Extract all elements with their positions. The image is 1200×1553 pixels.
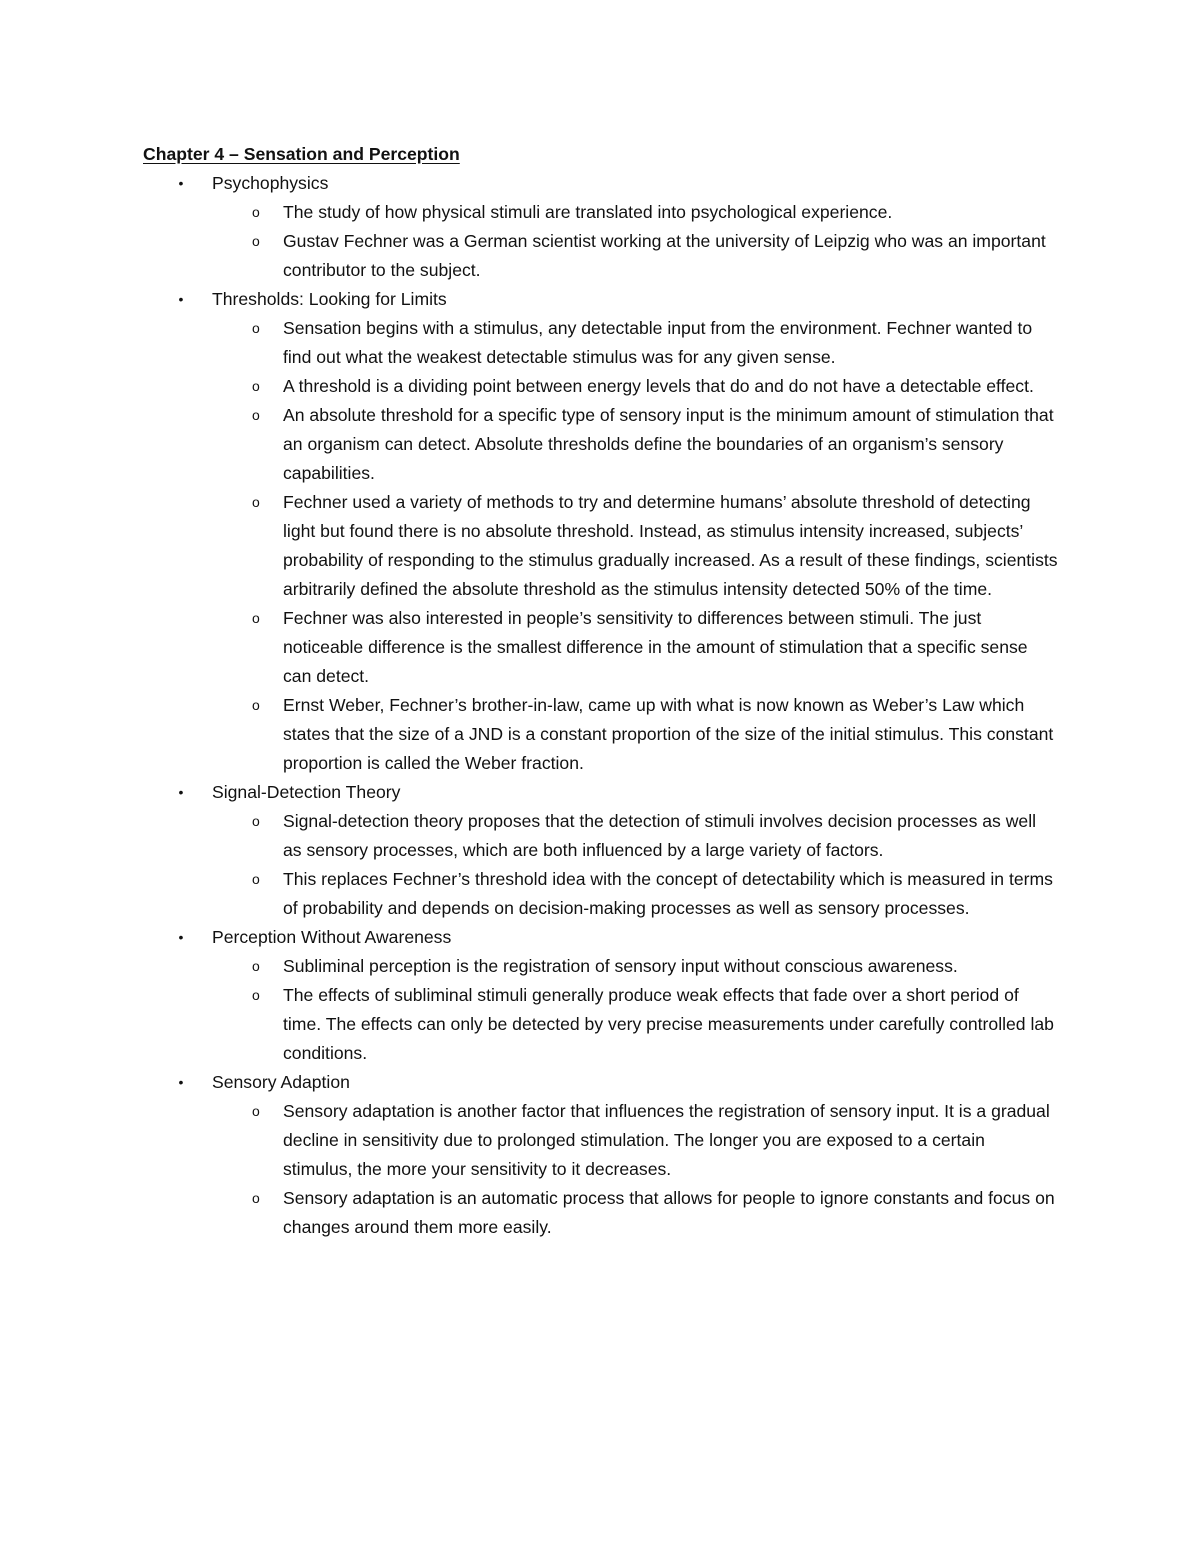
section-heading: Perception Without Awareness: [212, 927, 452, 947]
section-heading-row: [143, 778, 1063, 807]
sub-bullet-icon: o: [252, 320, 260, 336]
point-text: An absolute threshold for a specific type of sensory input is the minimum amount of stimulation that an organism can detect. Absolute thresholds define the boundaries of an organism’s sensory capabilities.: [283, 405, 1054, 483]
sub-bullet-icon: o: [252, 813, 260, 829]
section-heading-row: [143, 1068, 1063, 1097]
point-text: Subliminal perception is the registration of sensory input without conscious awareness.: [283, 956, 958, 976]
outline-section: [143, 1068, 1063, 1242]
list-item: [143, 604, 1058, 691]
section-points: [143, 952, 1063, 1068]
section-points: [143, 1097, 1063, 1242]
list-item: [143, 314, 1058, 372]
outline-section: [143, 169, 1063, 285]
sub-bullet-icon: o: [252, 987, 260, 1003]
list-item: [143, 807, 1058, 865]
sub-bullet-icon: o: [252, 697, 260, 713]
list-item: [143, 198, 1058, 227]
point-text: Fechner was also interested in people’s sensitivity to differences between stimuli. The just noticeable difference is the smallest difference in the amount of stimulation that a specific sense can detect.: [283, 608, 1028, 686]
list-item: [143, 1097, 1058, 1184]
section-points: [143, 198, 1063, 285]
point-text: Sensory adaptation is an automatic process that allows for people to ignore constants and focus on changes around them more easily.: [283, 1188, 1055, 1237]
list-item: [143, 865, 1058, 923]
sub-bullet-icon: o: [252, 610, 260, 626]
point-text: The study of how physical stimuli are translated into psychological experience.: [283, 202, 893, 222]
list-item: [143, 981, 1058, 1068]
bullet-icon: •: [178, 1074, 184, 1090]
document-page: [143, 140, 1063, 1242]
list-item: [143, 691, 1058, 778]
sub-bullet-icon: o: [252, 204, 260, 220]
section-heading-row: [143, 923, 1063, 952]
sub-bullet-icon: o: [252, 871, 260, 887]
section-heading-row: [143, 285, 1063, 314]
section-heading: Thresholds: Looking for Limits: [212, 289, 447, 309]
bullet-icon: •: [178, 929, 184, 945]
point-text: Gustav Fechner was a German scientist working at the university of Leipzig who was an important contributor to the subject.: [283, 231, 1046, 280]
point-text: A threshold is a dividing point between energy levels that do and do not have a detectable effect.: [283, 376, 1034, 396]
bullet-icon: •: [178, 784, 184, 800]
point-text: Ernst Weber, Fechner’s brother-in-law, came up with what is now known as Weber’s Law which states that the size of a JND is a constant proportion of the size of the initial stimulus. This constant proportion is called the Weber fraction.: [283, 695, 1054, 773]
sub-bullet-icon: o: [252, 233, 260, 249]
outline-list: [143, 169, 1063, 1242]
section-heading: Signal-Detection Theory: [212, 782, 401, 802]
sub-bullet-icon: o: [252, 1190, 260, 1206]
outline-section: [143, 923, 1063, 1068]
point-text: The effects of subliminal stimuli generally produce weak effects that fade over a short period of time. The effects can only be detected by very precise measurements under carefully controlled lab conditions.: [283, 985, 1054, 1063]
section-points: [143, 314, 1063, 778]
sub-bullet-icon: o: [252, 1103, 260, 1119]
sub-bullet-icon: o: [252, 958, 260, 974]
section-heading-row: [143, 169, 1063, 198]
list-item: [143, 1184, 1058, 1242]
sub-bullet-icon: o: [252, 407, 260, 423]
list-item: [143, 227, 1058, 285]
list-item: [143, 401, 1058, 488]
section-heading: Sensory Adaption: [212, 1072, 350, 1092]
bullet-icon: •: [178, 291, 184, 307]
list-item: [143, 952, 1058, 981]
document-title: Chapter 4 – Sensation and Perception: [143, 144, 460, 164]
sub-bullet-icon: o: [252, 378, 260, 394]
point-text: Signal-detection theory proposes that the detection of stimuli involves decision processes as well as sensory processes, which are both influenced by a large variety of factors.: [283, 811, 1037, 860]
outline-section: [143, 285, 1063, 778]
point-text: Fechner used a variety of methods to try and determine humans’ absolute threshold of detecting light but found there is no absolute threshold. Instead, as stimulus intensity increased, subjects’ probability of responding to the stimulus gradually increased. As a result of these findings, scientists arbitrarily defined the absolute threshold as the stimulus intensity detected 50% of the time.: [283, 492, 1058, 599]
section-heading: Psychophysics: [212, 173, 329, 193]
bullet-icon: •: [178, 175, 184, 191]
list-item: [143, 372, 1058, 401]
point-text: This replaces Fechner’s threshold idea with the concept of detectability which is measured in terms of probability and depends on decision-making processes as well as sensory processes.: [283, 869, 1053, 918]
point-text: Sensory adaptation is another factor that influences the registration of sensory input. It is a gradual decline in sensitivity due to prolonged stimulation. The longer you are exposed to a certain stimulus, the more your sensitivity to it decreases.: [283, 1101, 1050, 1179]
list-item: [143, 488, 1058, 604]
outline-section: [143, 778, 1063, 923]
section-points: [143, 807, 1063, 923]
point-text: Sensation begins with a stimulus, any detectable input from the environment. Fechner wanted to find out what the weakest detectable stimulus was for any given sense.: [283, 318, 1033, 367]
sub-bullet-icon: o: [252, 494, 260, 510]
